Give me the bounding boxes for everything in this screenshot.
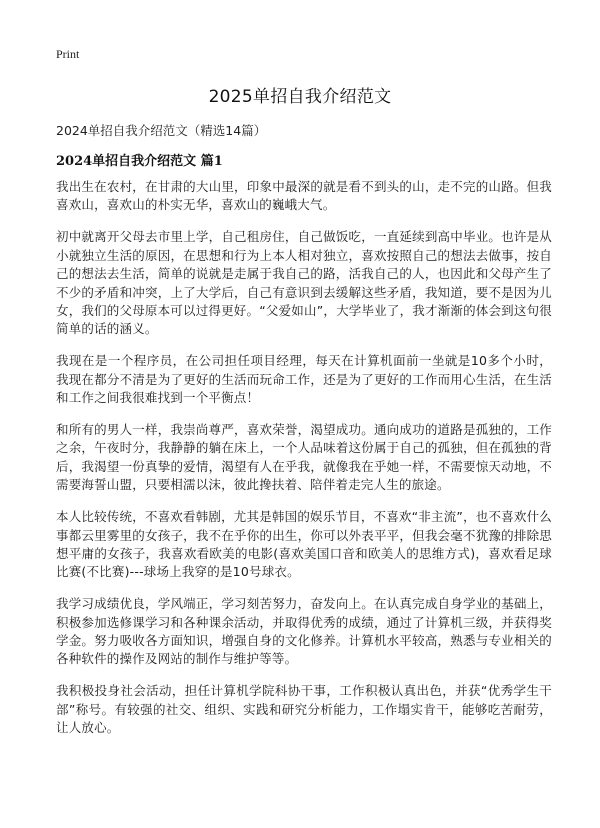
paragraph-5: 本人比较传统，不喜欢看韩剧，尤其是韩国的娱乐节目，不喜欢“非主流”，也不喜欢什么事都云里雾里的女孩子，我不在乎你的出生，你可以外表平平，但我会毫不犹豫的排除思想平庸的女孩子，我喜欢看欧美的电影(喜欢美国口音和欧美人的思维方式)，喜欢看足球比赛(不比赛)---球场上我穿的是10号球衣。 <box>56 509 552 580</box>
paragraph-7: 我积极投身社会活动，担任计算机学院科协干事，工作积极认真出色，并获“优秀学生干部”称号。有较强的社交、组织、实践和研究分析能力，工作塌实肯干，能够吃苦耐劳，让人放心。 <box>56 683 552 736</box>
paragraph-2: 初中就离开父母去市里上学，自己租房住，自己做饭吃，一直延续到高中毕业。也许是从小就独立生活的原因，在思想和行为上本人相对独立，喜欢按照自己的想法去做事，按自己的想法去生活，简单的说就是走属于我自己的路，活我自己的人，也因此和父母产生了不少的矛盾和冲突，上了大学后，自己有意识到去缓解这些矛盾，我知道，要不是因为儿女，我们的父母原本可以过得更好。“父爱如山”，大学毕业了，我才渐渐的体会到这句很简单的话的涵义。 <box>56 229 552 337</box>
paragraph-6: 我学习成绩优良，学风端正，学习刻苦努力，奋发向上。在认真完成自身学业的基础上，积极参加选修课学习和各种课余活动，并取得优秀的成绩，通过了计算机三级，并获得奖学金。努力吸收各方面知识，增强自身的文化修养。计算机水平较高，熟悉与专业相关的各种软件的操作及网站的制作与维护等等。 <box>56 596 552 667</box>
paragraph-1: 我出生在农村，在甘肃的大山里，印象中最深的就是看不到头的山，走不完的山路。但我喜欢山，喜欢山的朴实无华，喜欢山的巍峨大气。 <box>56 179 552 213</box>
paragraph-3: 我现在是一个程序员，在公司担任项目经理，每天在计算机面前一坐就是10多个小时，我现在都分不清是为了更好的生活而玩命工作，还是为了更好的工作而用心生活，在生活和工作之间我很难找到一个平衡点！ <box>56 353 552 406</box>
document-title: 2025单招自我介绍范文 <box>208 87 392 107</box>
section-heading: 2024单招自我介绍范文 篇1 <box>56 154 223 169</box>
print-link[interactable]: Print <box>56 47 80 61</box>
paragraph-4: 和所有的男人一样，我崇尚尊严，喜欢荣誉，渴望成功。通向成功的道路是孤独的，工作之余，午夜时分，我静静的躺在床上，一个人品味着这份属于自己的孤独，但在孤独的背后，我渴望一份真挚的爱情，渴望有人在乎我，就像我在乎她一样，不需要惊天动地，不需要海誓山盟，只要相濡以沫，彼此搀扶着、陪伴着走完人生的旅途。 <box>56 421 552 493</box>
article-body <box>56 178 552 751</box>
document-subtitle: 2024单招自我介绍范文（精选14篇） <box>56 123 267 138</box>
